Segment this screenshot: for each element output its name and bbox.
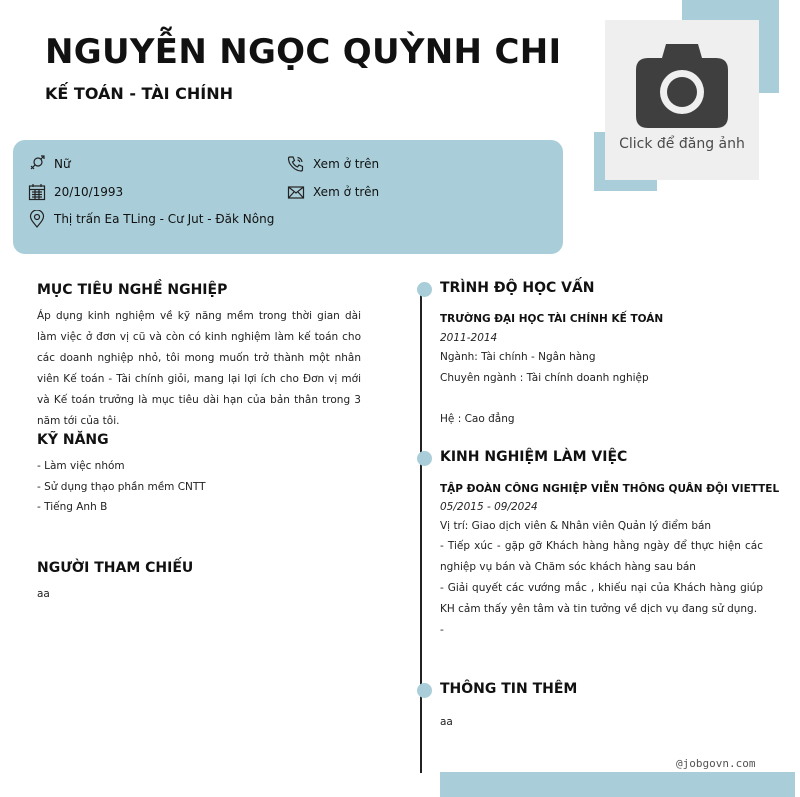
objective-title: MỤC TIÊU NGHỀ NGHIỆP bbox=[37, 282, 228, 298]
envelope-icon bbox=[287, 183, 305, 201]
additional-title: THÔNG TIN THÊM bbox=[440, 681, 578, 697]
phone-value: Xem ở trên bbox=[313, 157, 380, 171]
experience-period: 05/2015 - 09/2024 bbox=[440, 501, 538, 513]
candidate-name: NGUYỄN NGỌC QUỲNH CHI bbox=[45, 32, 562, 72]
phone-row bbox=[287, 155, 379, 173]
phone-icon bbox=[287, 155, 305, 173]
photo-caption: Click để đăng ảnh bbox=[619, 136, 745, 152]
job-title: KẾ TOÁN - TÀI CHÍNH bbox=[45, 84, 233, 103]
address-value: Thị trấn Ea TLing - Cư Jut - Đăk Nông bbox=[54, 212, 275, 226]
gender-icon bbox=[28, 155, 46, 173]
birthday-row bbox=[28, 183, 123, 201]
education-level: Hệ : Cao đẳng bbox=[440, 413, 515, 425]
education-major: Ngành: Tài chính - Ngân hàng bbox=[440, 351, 596, 363]
skills-list bbox=[37, 456, 206, 518]
education-specialization: Chuyên ngành : Tài chính doanh nghiệp bbox=[440, 372, 649, 384]
references-text: aa bbox=[37, 588, 50, 600]
education-title: TRÌNH ĐỘ HỌC VẤN bbox=[440, 280, 595, 296]
camera-icon bbox=[636, 44, 728, 128]
calendar-icon bbox=[28, 183, 46, 201]
education-period: 2011-2014 bbox=[440, 332, 498, 344]
decor-block-bottom bbox=[440, 772, 795, 797]
timeline-dot bbox=[417, 451, 432, 466]
experience-position: Vị trí: Giao dịch viên & Nhân viên Quản lý điểm bán bbox=[440, 520, 712, 532]
experience-desc-item: - Tiếp xúc - gặp gỡ Khách hàng hằng ngày để thực hiện các nghiệp vụ bán và Chăm sóc khách hàng sau bán bbox=[440, 540, 763, 573]
experience-description bbox=[440, 536, 763, 641]
skills-title: KỸ NĂNG bbox=[37, 432, 109, 448]
company-name: TẬP ĐOÀN CÔNG NGHIỆP VIỄN THÔNG QUÂN ĐỘI VIETTEL bbox=[440, 483, 780, 495]
experience-desc-item: - bbox=[440, 624, 444, 636]
skill-item: - Tiếng Anh B bbox=[37, 501, 108, 513]
timeline-dot bbox=[417, 282, 432, 297]
timeline-line bbox=[420, 290, 422, 773]
gender-row bbox=[28, 155, 71, 173]
experience-title: KINH NGHIỆM LÀM VIỆC bbox=[440, 449, 628, 465]
objective-text: Áp dụng kinh nghiệm về kỹ năng mềm trong thời gian dài làm việc ở đơn vị cũ và còn có kinh nghiệm làm kế toán cho các doanh nghiệp nhỏ, tôi mong muốn trở thành một nhân viên Kế toán - Tài chính giỏi, mang lại lợi ích cho Đơn vị mới và Kế toán trưởng là mục tiêu dài hạn của bản thân trong 3 năm tới của tôi. bbox=[37, 310, 361, 427]
additional-text: aa bbox=[440, 716, 453, 728]
address-row bbox=[28, 210, 274, 228]
timeline-dot bbox=[417, 683, 432, 698]
email-value: Xem ở trên bbox=[313, 185, 380, 199]
email-row bbox=[287, 183, 379, 201]
watermark: @jobgovn.com bbox=[676, 757, 756, 770]
references-title: NGƯỜI THAM CHIẾU bbox=[37, 560, 194, 576]
birthday-value: 20/10/1993 bbox=[54, 185, 124, 199]
photo-upload[interactable] bbox=[605, 20, 759, 180]
school-name: TRƯỜNG ĐẠI HỌC TÀI CHÍNH KẾ TOÁN bbox=[440, 313, 664, 325]
location-pin-icon bbox=[28, 210, 46, 228]
skill-item: - Sử dụng thạo phần mềm CNTT bbox=[37, 480, 206, 493]
skill-item: - Làm việc nhóm bbox=[37, 460, 125, 472]
gender-value: Nữ bbox=[54, 157, 71, 171]
experience-desc-item: - Giải quyết các vướng mắc , khiếu nại của Khách hàng giúp KH cảm thấy yên tâm và tin tưởng về dịch vụ đang sử dụng. bbox=[440, 582, 763, 615]
